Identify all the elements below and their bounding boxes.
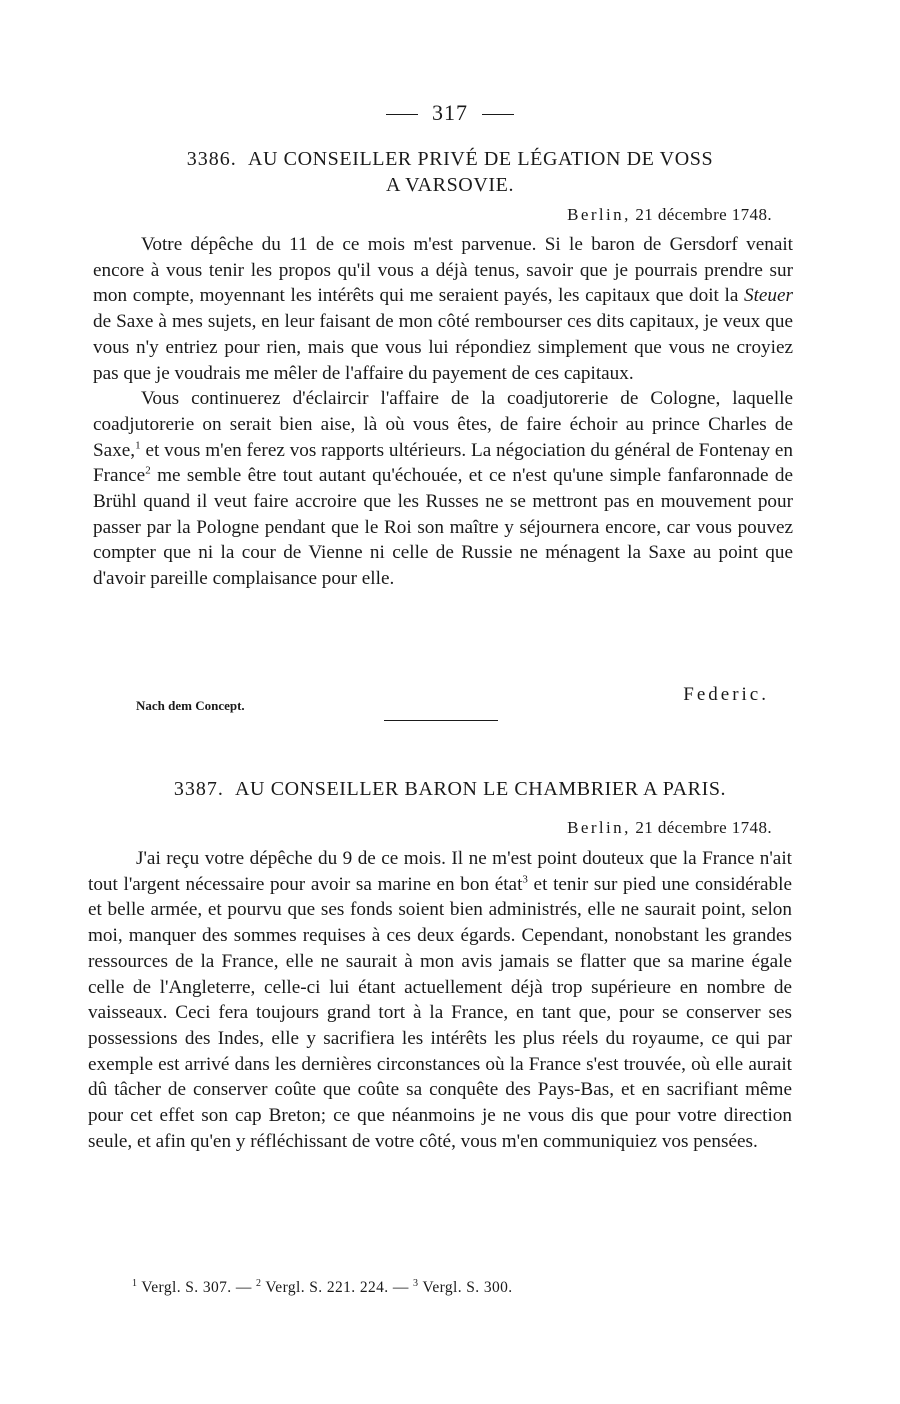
footnote-number: 3 xyxy=(413,1278,419,1289)
paragraph xyxy=(93,386,793,592)
source-note: Nach dem Concept. xyxy=(136,698,245,713)
paragraph xyxy=(93,232,793,386)
header-dash-left xyxy=(386,114,418,115)
header-dash-right xyxy=(482,114,514,115)
footnote-ref: 1 xyxy=(135,439,141,452)
signature: Federic. xyxy=(683,684,769,705)
dateline-date: 21 décembre 1748. xyxy=(635,205,772,224)
paragraph-text: me semble être tout autant qu'échouée, et ce n'est qu'une simple fanfaronnade de Brühl quand il veut faire accroire que les Russes ne se mettront pas en mouvement pour passer par la Pologne pendant que le Roi son maître y séjournera encore, car vous pouvez compter que ni la cour de Vienne ni celle de Russie ne ménagent la Saxe au point que d'avoir pareille complaisance pour elle. xyxy=(93,465,793,590)
footnote-text: Vergl. S. 307. — xyxy=(141,1279,252,1297)
footnotes xyxy=(132,1278,513,1297)
letter-3387-heading xyxy=(100,776,800,802)
footnote-ref: 3 xyxy=(522,873,528,886)
footnote-ref: 2 xyxy=(145,464,151,477)
footnote-number: 1 xyxy=(132,1278,138,1289)
page-number: 317 xyxy=(432,100,468,125)
letter-number: 3386. xyxy=(186,148,237,170)
dateline-place: Berlin, xyxy=(567,818,631,837)
paragraph-text: de Saxe à mes sujets, en leur faisant de mon côté rembourser ces dits capitaux, je veux que vous n'y entriez pour rien, mais que vous lui répondiez simplement que vous ne croyiez pas que je voudrais me mêler de l'affaire du payement de ces capitaux. xyxy=(93,311,793,384)
footnote-text: Vergl. S. 300. xyxy=(422,1279,513,1297)
dateline-place: Berlin, xyxy=(567,205,631,224)
paragraph-text: et tenir sur pied une considérable et belle armée, et pourvu que ses fonds soient bien administrés, elle ne saurait point, selon moi, manquer des sommes requises à ces deux égards. Cependant, nonobstant les grandes ressources de la France, elle ne saurait à mon avis jamais se flatter que sa marine égale celle de l'Angleterre, celle-ci lui étant actuellement déjà trop supérieure en nombre de vaisseaux. Ceci fera toujours grand tort à la France, en tant que, pour se conserver ses possessions des Indes, elle y sacrifiera les intérêts les plus réels du royaume, ce qui par exemple est arrivé dans les dernières circonstances où la France s'est trouvée, où elle aurait dû tâcher de conserver coûte que coûte sa conquête des Pays-Bas, et en sacrifiant même pour cet effet son cap Breton; ce que néanmoins je ne vous dis que pour votre direction seule, et afin qu'en y réfléchissant de votre côté, vous m'en communiquiez vos pensées. xyxy=(88,873,792,1152)
paragraph xyxy=(88,846,792,1154)
italic-term: Steuer xyxy=(743,285,793,307)
letter-title-line1: AU CONSEILLER PRIVÉ DE LÉGATION DE VOSS xyxy=(247,148,714,170)
dateline-date: 21 décembre 1748. xyxy=(635,818,772,837)
paragraph-text: J'ai reçu votre dépêche du 9 de ce mois. Il ne m'est point douteux que la France n'ait tout l'argent nécessaire pour avoir sa marine en bon état xyxy=(88,848,792,895)
page-header xyxy=(0,100,900,126)
letter-3387-dateline xyxy=(567,818,772,838)
letter-3386-heading xyxy=(120,146,780,198)
paragraph-text: et vous m'en ferez vos rapports ultérieurs. La négociation du général de Fontenay en France xyxy=(93,439,793,487)
footnote-number: 2 xyxy=(256,1278,262,1289)
letter-title: AU CONSEILLER BARON LE CHAMBRIER A PARIS. xyxy=(235,778,727,800)
letter-3387-body xyxy=(88,846,792,1154)
letter-3386-body xyxy=(93,232,793,592)
paragraph-text: Vous continuerez d'éclaircir l'affaire de la coadjutorerie de Cologne, laquelle coadjutorerie on serait bien aise, là où vous êtes, de faire échoir au prince Charles de Saxe, xyxy=(93,388,793,461)
footnote-text: Vergl. S. 221. 224. — xyxy=(265,1279,409,1297)
letter-title-line2: A VARSOVIE. xyxy=(385,174,515,196)
section-divider xyxy=(384,720,498,721)
paragraph-text: Votre dépêche du 11 de ce mois m'est parvenue. Si le baron de Gersdorf venait encore à vous tenir les propos qu'il vous a déjà tenus, savoir que je pourrais prendre sur mon compte, moyennant les intérêts qui me seraient payés, les capitaux que doit la xyxy=(93,234,793,307)
letter-3386-dateline xyxy=(567,205,772,225)
letter-number: 3387. xyxy=(173,778,224,800)
